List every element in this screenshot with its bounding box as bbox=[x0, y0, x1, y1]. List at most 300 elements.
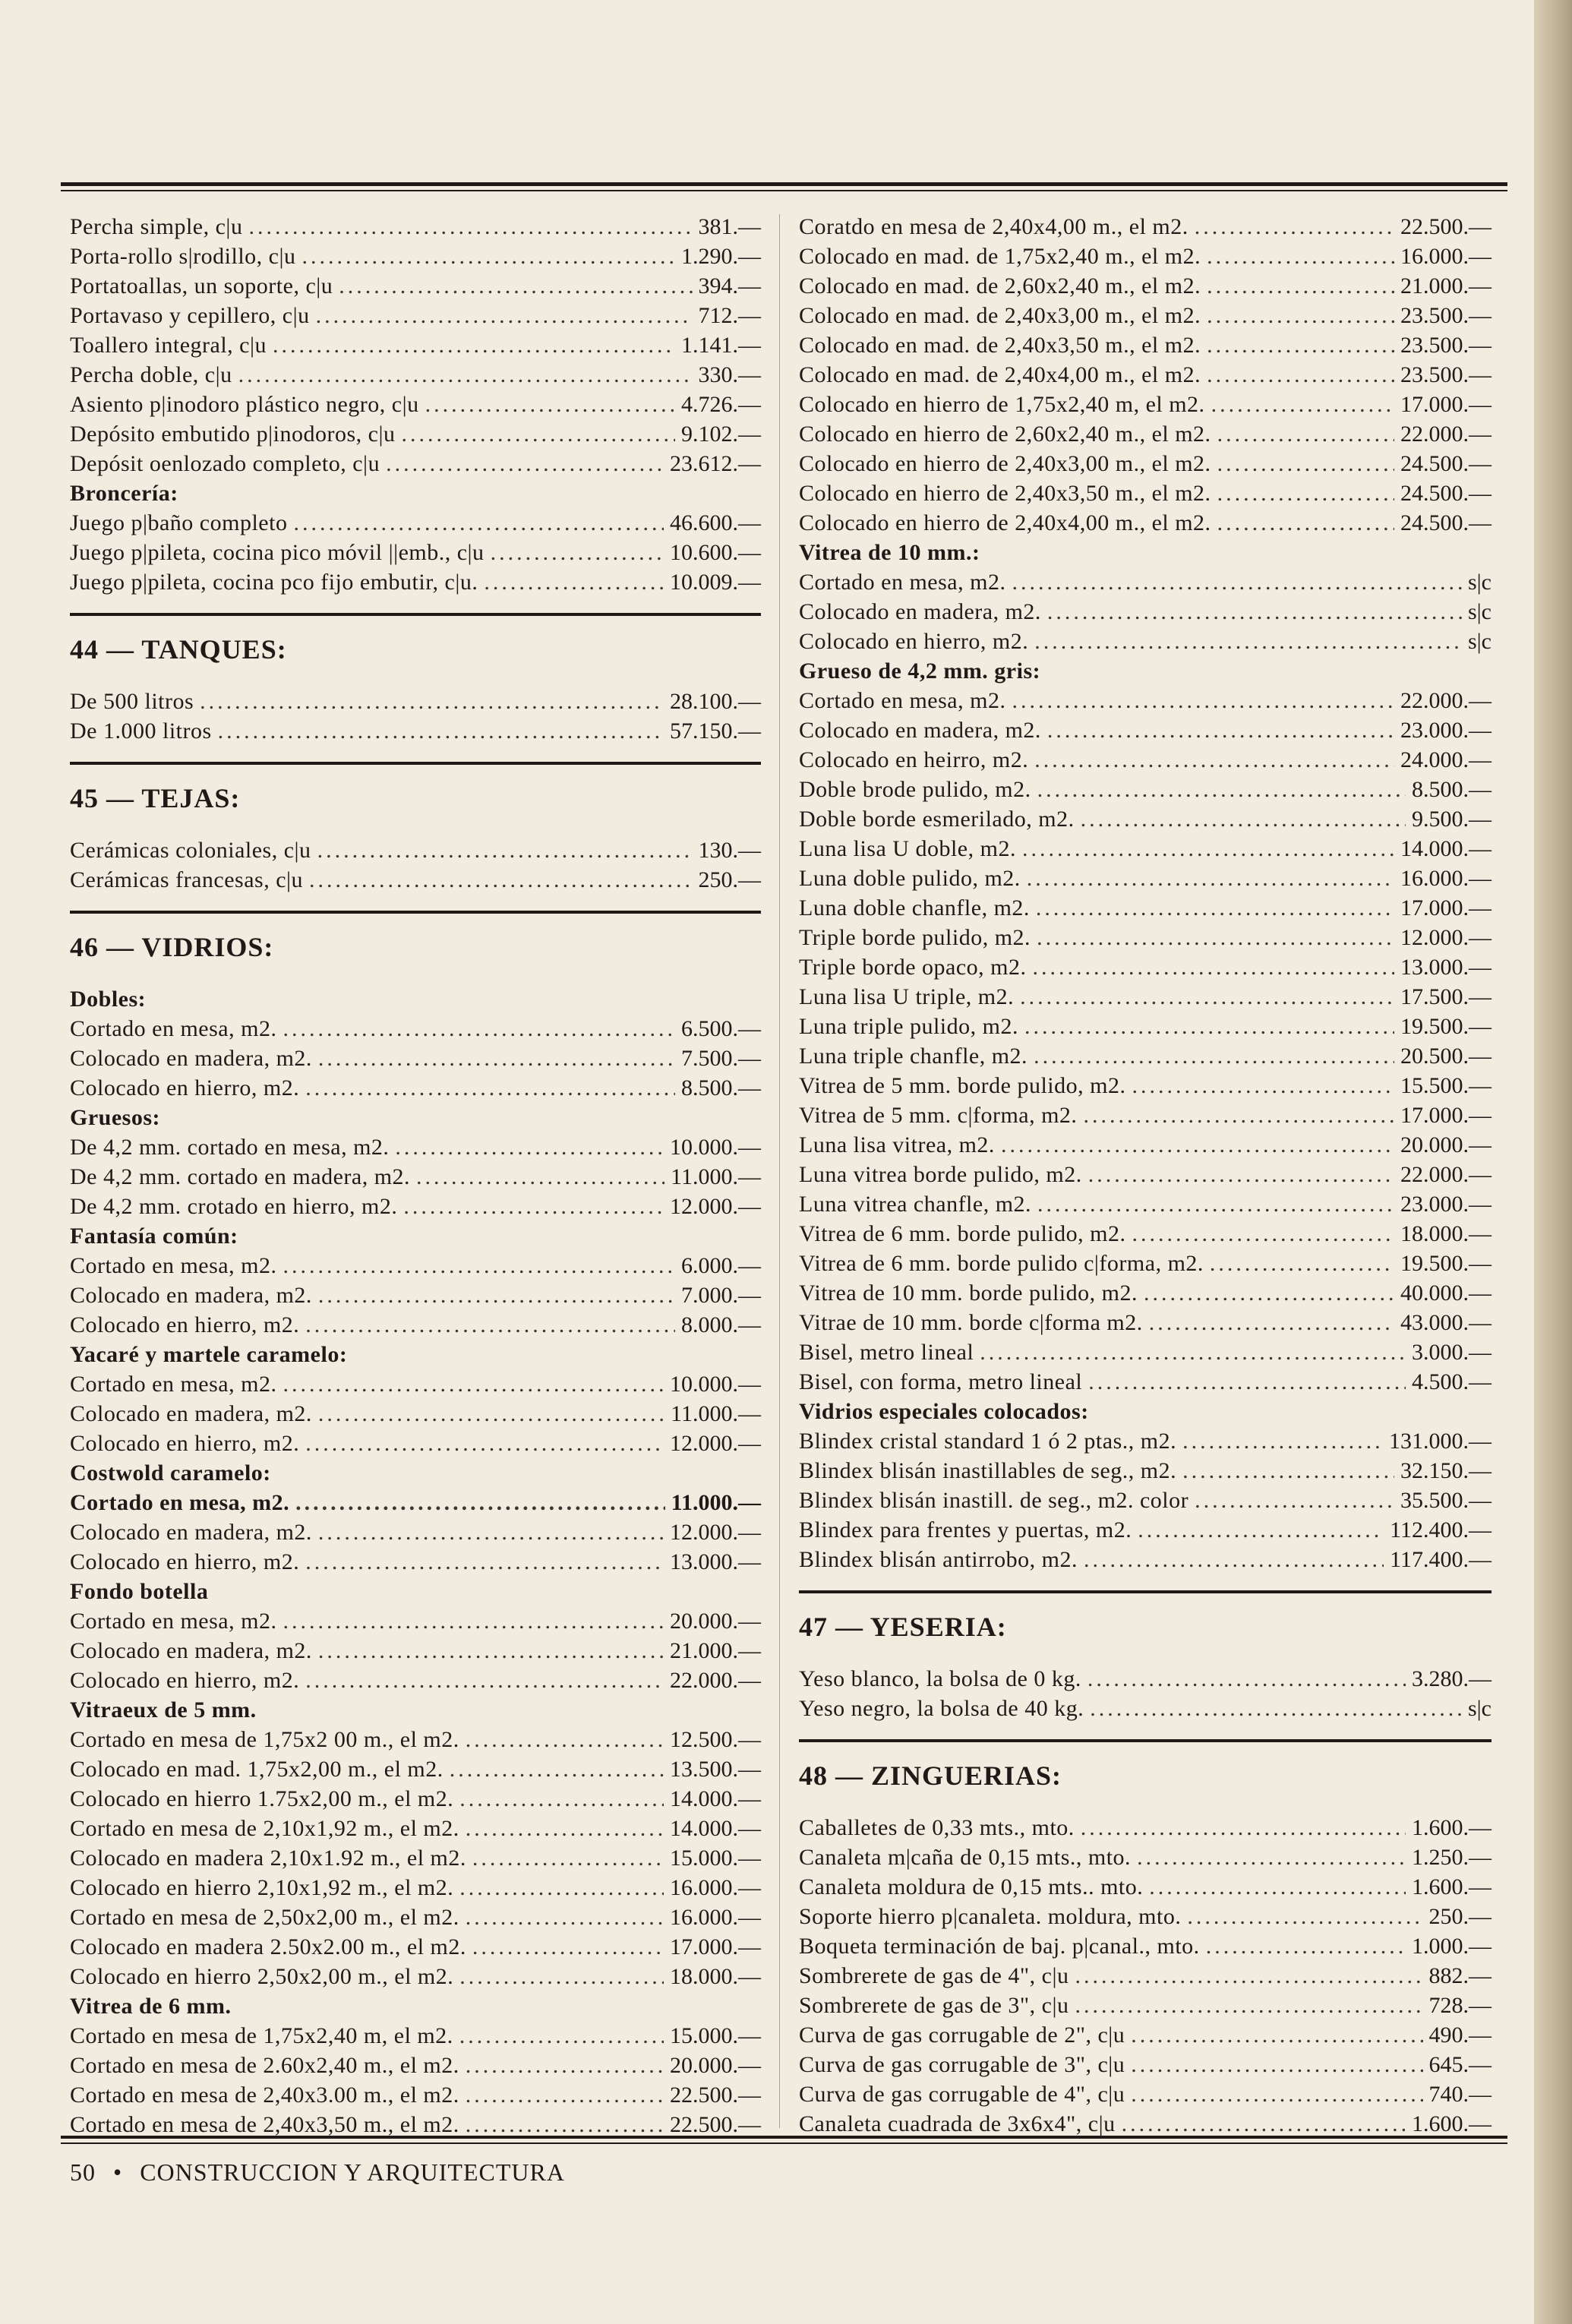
item-label: Cortado en mesa, m2. bbox=[70, 1016, 277, 1041]
item-label: Colocado en hierro 2,10x1,92 m., el m2. bbox=[70, 1875, 454, 1900]
dot-leader bbox=[248, 214, 692, 240]
item-label: De 4,2 mm. crotado en hierro, m2. bbox=[70, 1194, 398, 1219]
item-label: Luna doble pulido, m2. bbox=[799, 866, 1021, 891]
dot-leader bbox=[403, 1194, 664, 1220]
dot-leader bbox=[305, 1668, 664, 1694]
dot-leader bbox=[318, 1046, 675, 1072]
dot-leader bbox=[1081, 1815, 1406, 1841]
item-label: Vitrea de 5 mm. borde pulido, m2. bbox=[799, 1073, 1126, 1098]
dot-leader bbox=[293, 510, 664, 536]
dot-leader bbox=[416, 1164, 664, 1190]
dot-leader bbox=[1149, 1874, 1406, 1900]
item-price: 22.000.— bbox=[1400, 688, 1492, 713]
item-price: 12.000.— bbox=[670, 1520, 761, 1545]
price-row bbox=[799, 2111, 1492, 2141]
item-label: Curva de gas corrugable de 4", c|u bbox=[799, 2082, 1125, 2107]
dot-leader bbox=[1033, 955, 1394, 980]
item-price: 22.000.— bbox=[1400, 1162, 1492, 1187]
item-label: Colocado en hierro 1.75x2,00 m., el m2. bbox=[70, 1786, 454, 1811]
section-rule bbox=[799, 1739, 1492, 1742]
price-row bbox=[799, 451, 1492, 481]
price-row bbox=[799, 1666, 1492, 1696]
price-row bbox=[70, 1312, 761, 1342]
dot-leader bbox=[1207, 244, 1394, 270]
item-label: Vitrea de 6 mm. borde pulido c|forma, m2. bbox=[799, 1251, 1204, 1276]
item-price: s|c bbox=[1468, 629, 1492, 654]
dot-leader bbox=[1131, 2022, 1422, 2048]
dot-leader bbox=[305, 1312, 675, 1338]
dot-leader bbox=[316, 303, 693, 329]
item-price: 12.500.— bbox=[670, 1727, 761, 1752]
item-label: Portatoallas, un soporte, c|u bbox=[70, 273, 333, 298]
price-row bbox=[799, 1429, 1492, 1458]
item-price: 17.500.— bbox=[1400, 984, 1492, 1009]
item-price: 9.102.— bbox=[681, 422, 761, 447]
price-row bbox=[70, 1135, 761, 1164]
item-label: Sombrerete de gas de 4", c|u bbox=[799, 1963, 1069, 1988]
dot-leader bbox=[450, 1757, 664, 1782]
item-price: 8.500.— bbox=[1412, 777, 1492, 802]
item-label: Luna vitrea chanfle, m2. bbox=[799, 1192, 1032, 1217]
item-label: Cortado en mesa, m2. bbox=[70, 1490, 290, 1515]
price-row bbox=[70, 392, 761, 422]
item-price: 1.600.— bbox=[1412, 1815, 1492, 1840]
item-label: Vitrae de 10 mm. borde c|forma m2. bbox=[799, 1310, 1143, 1335]
item-label: Colocado en hierro de 1,75x2,40 m, el m2. bbox=[799, 392, 1205, 417]
dot-leader bbox=[295, 1490, 665, 1516]
item-label: De 4,2 mm. cortado en madera, m2. bbox=[70, 1164, 411, 1189]
item-price: 645.— bbox=[1428, 2052, 1492, 2077]
dot-leader bbox=[459, 1875, 664, 1901]
dot-leader bbox=[283, 1372, 664, 1397]
price-row bbox=[799, 718, 1492, 747]
item-price: 23.500.— bbox=[1400, 333, 1492, 358]
price-row bbox=[70, 1668, 761, 1697]
item-label: Bisel, con forma, metro lineal bbox=[799, 1369, 1083, 1394]
price-row bbox=[70, 2053, 761, 2082]
section-rule bbox=[70, 762, 761, 765]
price-row bbox=[799, 273, 1492, 303]
price-row bbox=[799, 1904, 1492, 1934]
item-price: 394.— bbox=[698, 273, 761, 298]
price-row bbox=[70, 1549, 761, 1579]
item-label: Luna triple chanfle, m2. bbox=[799, 1044, 1028, 1069]
item-label: Colocado en hierro, m2. bbox=[70, 1075, 300, 1100]
subheading: Gruesos: bbox=[70, 1105, 160, 1130]
subheading: Dobles: bbox=[70, 987, 147, 1012]
item-price: 10.000.— bbox=[670, 1372, 761, 1397]
item-label: Colocado en heirro, m2. bbox=[799, 747, 1029, 772]
subheading: Broncería: bbox=[70, 481, 178, 506]
item-price: 490.— bbox=[1428, 2022, 1492, 2048]
dot-leader bbox=[491, 540, 664, 566]
section-heading: 46 — VIDRIOS: bbox=[70, 932, 274, 962]
item-label: Yeso blanco, la bolsa de 0 kg. bbox=[799, 1666, 1081, 1691]
item-label: Boqueta terminación de baj. p|canal., mto. bbox=[799, 1934, 1200, 1959]
item-label: Colocado en madera, m2. bbox=[70, 1638, 312, 1663]
price-row bbox=[799, 1547, 1492, 1577]
item-price: 17.000.— bbox=[1400, 895, 1492, 920]
item-label: Juego p|pileta, cocina pco fijo embutir, c|u. bbox=[70, 570, 478, 595]
item-label: Vitrea de 6 mm. borde pulido, m2. bbox=[799, 1221, 1126, 1246]
item-label: Depósito embutido p|inodoros, c|u bbox=[70, 422, 396, 447]
item-label: Colocado en mad. de 2,40x3,00 m., el m2. bbox=[799, 303, 1201, 328]
item-price: 40.000.— bbox=[1400, 1280, 1492, 1306]
item-label: Cortado en mesa, m2. bbox=[799, 570, 1006, 595]
dot-leader bbox=[484, 570, 664, 595]
item-label: Coratdo en mesa de 2,40x4,00 m., el m2. bbox=[799, 214, 1188, 239]
subheading: Costwold caramelo: bbox=[70, 1460, 271, 1486]
item-price: 57.150.— bbox=[670, 718, 761, 744]
price-row bbox=[70, 718, 761, 748]
item-price: 7.500.— bbox=[681, 1046, 761, 1071]
item-price: 13.000.— bbox=[670, 1549, 761, 1574]
dot-leader bbox=[466, 1727, 664, 1753]
item-price: 112.400.— bbox=[1390, 1517, 1492, 1542]
price-row bbox=[70, 540, 761, 570]
subheading: Fondo botella bbox=[70, 1579, 209, 1604]
dot-leader bbox=[459, 1786, 664, 1812]
item-label: Luna triple pulido, m2. bbox=[799, 1014, 1018, 1039]
item-price: 16.000.— bbox=[1400, 244, 1492, 269]
item-price: 22.000.— bbox=[670, 1668, 761, 1693]
price-row bbox=[70, 1016, 761, 1046]
item-price: 19.500.— bbox=[1400, 1014, 1492, 1039]
item-label: De 4,2 mm. cortado en mesa, m2. bbox=[70, 1135, 390, 1160]
dot-leader bbox=[1131, 2052, 1422, 2078]
dot-leader bbox=[1034, 747, 1394, 773]
dot-leader bbox=[305, 1549, 664, 1575]
dot-leader bbox=[1195, 214, 1394, 240]
item-label: Caballetes de 0,33 mts., mto. bbox=[799, 1815, 1075, 1840]
item-label: De 1.000 litros bbox=[70, 718, 212, 744]
dot-leader bbox=[318, 1283, 675, 1309]
price-row bbox=[70, 1490, 761, 1520]
dot-leader bbox=[283, 1253, 675, 1279]
dot-leader bbox=[1075, 1963, 1422, 1989]
dot-leader bbox=[466, 1905, 664, 1931]
item-price: 728.— bbox=[1428, 1993, 1492, 2018]
item-label: Colocado en madera, m2. bbox=[70, 1401, 312, 1426]
price-row bbox=[70, 1253, 761, 1283]
item-price: 23.000.— bbox=[1400, 1192, 1492, 1217]
section-heading: 44 — TANQUES: bbox=[70, 634, 287, 665]
dot-leader bbox=[1217, 451, 1394, 477]
item-price: 3.000.— bbox=[1412, 1340, 1492, 1365]
item-label: De 500 litros bbox=[70, 689, 194, 714]
item-price: 22.500.— bbox=[670, 2082, 761, 2108]
item-price: 4.726.— bbox=[681, 392, 761, 417]
item-label: Percha doble, c|u bbox=[70, 362, 232, 387]
item-price: 35.500.— bbox=[1400, 1488, 1492, 1513]
item-label: Cortado en mesa de 2,40x3,50 m., el m2. bbox=[70, 2112, 459, 2137]
price-row bbox=[70, 1194, 761, 1224]
item-price: 14.000.— bbox=[670, 1786, 761, 1811]
item-price: 24.500.— bbox=[1400, 451, 1492, 476]
item-label: Canaleta cuadrada de 3x6x4", c|u bbox=[799, 2111, 1116, 2136]
dot-leader bbox=[1037, 925, 1394, 951]
item-price: 46.600.— bbox=[670, 510, 761, 535]
item-label: Porta-rollo s|rodillo, c|u bbox=[70, 244, 296, 269]
dot-leader bbox=[980, 1340, 1406, 1366]
item-price: 15.000.— bbox=[670, 1846, 761, 1871]
dot-leader bbox=[273, 333, 675, 358]
item-price: 20.000.— bbox=[670, 2053, 761, 2078]
dot-leader bbox=[1132, 1073, 1394, 1099]
item-price: 43.000.— bbox=[1400, 1310, 1492, 1335]
price-row bbox=[70, 1075, 761, 1105]
item-label: Luna lisa U triple, m2. bbox=[799, 984, 1015, 1009]
price-row bbox=[70, 1372, 761, 1401]
price-row bbox=[70, 1757, 761, 1786]
price-row bbox=[799, 1073, 1492, 1103]
item-price: 882.— bbox=[1428, 1963, 1492, 1988]
item-price: 19.500.— bbox=[1400, 1251, 1492, 1276]
item-label: Colocado en madera, m2. bbox=[70, 1520, 312, 1545]
price-column-left bbox=[70, 214, 761, 2142]
item-price: 11.000.— bbox=[671, 1164, 761, 1189]
item-label: Asiento p|inodoro plástico negro, c|u bbox=[70, 392, 419, 417]
item-label: Colocado en hierro de 2,60x2,40 m., el m2. bbox=[799, 422, 1211, 447]
subheading: Vitraeux de 5 mm. bbox=[70, 1697, 257, 1722]
dot-leader bbox=[318, 1401, 664, 1427]
item-price: 712.— bbox=[698, 303, 761, 328]
dot-leader bbox=[318, 1638, 664, 1664]
price-row bbox=[799, 1280, 1492, 1310]
dot-leader bbox=[1182, 1429, 1383, 1454]
price-row bbox=[799, 895, 1492, 925]
item-label: Luna vitrea borde pulido, m2. bbox=[799, 1162, 1082, 1187]
item-label: Cortado en mesa, m2. bbox=[70, 1253, 277, 1278]
dot-leader bbox=[283, 1609, 664, 1634]
dot-leader bbox=[1037, 777, 1406, 803]
item-label: Cortado en mesa de 2,50x2,00 m., el m2. bbox=[70, 1905, 459, 1930]
price-row bbox=[799, 777, 1492, 807]
subheading: Yacaré y martele caramelo: bbox=[70, 1342, 348, 1367]
dot-leader bbox=[1022, 836, 1394, 862]
item-price: 1.141.— bbox=[681, 333, 761, 358]
price-row bbox=[799, 570, 1492, 599]
dot-leader bbox=[401, 422, 675, 447]
price-row bbox=[799, 2022, 1492, 2052]
item-label: Vitrea de 5 mm. c|forma, m2. bbox=[799, 1103, 1078, 1128]
item-price: 22.500.— bbox=[1400, 214, 1492, 239]
dot-leader bbox=[339, 273, 692, 299]
item-price: 250.— bbox=[1428, 1904, 1492, 1929]
price-row bbox=[70, 2082, 761, 2112]
item-label: Cortado en mesa de 1,75x2 00 m., el m2. bbox=[70, 1727, 459, 1752]
dot-leader bbox=[1081, 807, 1406, 832]
item-price: 1.000.— bbox=[1412, 1934, 1492, 1959]
price-row bbox=[70, 2112, 761, 2142]
item-label: Luna lisa vitrea, m2. bbox=[799, 1132, 995, 1157]
price-row bbox=[799, 1340, 1492, 1369]
item-price: 12.000.— bbox=[1400, 925, 1492, 950]
item-label: Colocado en hierro, m2. bbox=[70, 1668, 300, 1693]
price-row bbox=[70, 1875, 761, 1905]
item-price: 1.600.— bbox=[1412, 2111, 1492, 2136]
item-label: Colocado en madera, m2. bbox=[70, 1283, 312, 1308]
bottom-rule-thin bbox=[61, 2142, 1507, 2144]
item-label: Colocado en madera, m2. bbox=[799, 599, 1041, 624]
price-row bbox=[799, 629, 1492, 658]
item-price: 381.— bbox=[698, 214, 761, 239]
item-price: 17.000.— bbox=[1400, 392, 1492, 417]
item-price: 22.500.— bbox=[670, 2112, 761, 2137]
item-price: 6.500.— bbox=[681, 1016, 761, 1041]
item-label: Cortado en mesa, m2. bbox=[70, 1372, 277, 1397]
price-row bbox=[799, 1458, 1492, 1488]
item-price: 23.612.— bbox=[670, 451, 761, 476]
item-label: Colocado en mad. de 2,40x3,50 m., el m2. bbox=[799, 333, 1201, 358]
item-price: 22.000.— bbox=[1400, 422, 1492, 447]
dot-leader bbox=[317, 838, 693, 864]
price-row bbox=[70, 1164, 761, 1194]
price-row bbox=[70, 1846, 761, 1875]
item-label: Portavaso y cepillero, c|u bbox=[70, 303, 310, 328]
item-price: 28.100.— bbox=[670, 689, 761, 714]
dot-leader bbox=[1207, 303, 1394, 329]
dot-leader bbox=[1001, 1132, 1394, 1158]
item-price: 117.400.— bbox=[1390, 1547, 1492, 1572]
item-price: 11.000.— bbox=[671, 1401, 761, 1426]
price-row bbox=[799, 392, 1492, 422]
item-label: Yeso negro, la bolsa de 40 kg. bbox=[799, 1696, 1084, 1721]
section-heading: 45 — TEJAS: bbox=[70, 783, 241, 813]
item-price: 3.280.— bbox=[1412, 1666, 1492, 1691]
dot-leader bbox=[1207, 333, 1394, 358]
top-rule-thin bbox=[61, 190, 1507, 191]
section-rule bbox=[70, 613, 761, 616]
dot-leader bbox=[218, 718, 664, 744]
dot-leader bbox=[425, 392, 675, 418]
dot-leader bbox=[309, 867, 692, 893]
item-price: 330.— bbox=[698, 362, 761, 387]
price-row bbox=[799, 1874, 1492, 1904]
item-price: 17.000.— bbox=[1400, 1103, 1492, 1128]
item-price: 12.000.— bbox=[670, 1194, 761, 1219]
dot-leader bbox=[318, 1520, 664, 1546]
item-price: 17.000.— bbox=[670, 1934, 761, 1959]
item-price: 16.000.— bbox=[670, 1905, 761, 1930]
dot-leader bbox=[466, 2112, 664, 2138]
dot-leader bbox=[1217, 510, 1394, 536]
item-label: Colocado en madera, m2. bbox=[70, 1046, 312, 1071]
dot-leader bbox=[1206, 1934, 1406, 1959]
item-price: 15.000.— bbox=[670, 2023, 761, 2048]
item-price: 16.000.— bbox=[1400, 866, 1492, 891]
dot-leader bbox=[1122, 2111, 1406, 2137]
column-divider bbox=[779, 214, 780, 2128]
item-label: Colocado en mad. de 1,75x2,40 m., el m2. bbox=[799, 244, 1201, 269]
dot-leader bbox=[1047, 718, 1394, 744]
item-label: Sombrerete de gas de 3", c|u bbox=[799, 1993, 1069, 2018]
price-row bbox=[799, 1192, 1492, 1221]
item-price: 18.000.— bbox=[1400, 1221, 1492, 1246]
item-label: Soporte hierro p|canaleta. moldura, mto. bbox=[799, 1904, 1182, 1929]
dot-leader bbox=[1020, 984, 1394, 1010]
item-label: Colocado en mad. de 2,60x2,40 m., el m2. bbox=[799, 273, 1201, 298]
subheading: Vitrea de 10 mm.: bbox=[799, 540, 980, 565]
dot-leader bbox=[1210, 1251, 1394, 1277]
item-label: Blindex para frentes y puertas, m2. bbox=[799, 1517, 1132, 1542]
item-price: s|c bbox=[1468, 1696, 1492, 1721]
item-price: 11.000.— bbox=[671, 1490, 761, 1515]
publication-name: CONSTRUCCION Y ARQUITECTURA bbox=[140, 2158, 565, 2186]
price-row bbox=[70, 867, 761, 897]
price-row bbox=[70, 2023, 761, 2053]
dot-leader bbox=[1083, 1103, 1394, 1129]
dot-leader bbox=[1207, 273, 1394, 299]
item-label: Colocado en hierro, m2. bbox=[799, 629, 1029, 654]
dot-leader bbox=[395, 1135, 664, 1160]
price-row bbox=[799, 333, 1492, 362]
item-label: Cortado en mesa de 2,40x3.00 m., el m2. bbox=[70, 2082, 459, 2108]
dot-leader bbox=[466, 2053, 664, 2079]
item-label: Curva de gas corrugable de 2", c|u bbox=[799, 2022, 1125, 2048]
dot-leader bbox=[238, 362, 693, 388]
item-label: Curva de gas corrugable de 3", c|u bbox=[799, 2052, 1125, 2077]
price-row bbox=[70, 1727, 761, 1757]
page-number: 50 bbox=[70, 2158, 96, 2186]
dot-leader bbox=[472, 1846, 664, 1871]
price-row bbox=[70, 689, 761, 718]
item-label: Cortado en mesa de 1,75x2,40 m, el m2. bbox=[70, 2023, 453, 2048]
dot-leader bbox=[1027, 866, 1394, 892]
price-row bbox=[70, 422, 761, 451]
section-heading: 48 — ZINGUERIAS: bbox=[799, 1760, 1062, 1791]
dot-leader bbox=[466, 1816, 664, 1842]
price-row bbox=[799, 925, 1492, 955]
price-row bbox=[799, 984, 1492, 1014]
item-label: Colocado en hierro, m2. bbox=[70, 1549, 300, 1574]
item-label: Luna doble chanfle, m2. bbox=[799, 895, 1030, 920]
item-price: 14.000.— bbox=[1400, 836, 1492, 861]
item-label: Triple borde opaco, m2. bbox=[799, 955, 1027, 980]
item-label: Colocado en mad. de 2,40x4,00 m., el m2. bbox=[799, 362, 1201, 387]
dot-leader bbox=[1037, 1192, 1394, 1217]
price-row bbox=[799, 1845, 1492, 1874]
dot-leader bbox=[472, 1934, 664, 1960]
price-row bbox=[799, 2052, 1492, 2082]
price-row bbox=[70, 838, 761, 867]
item-price: 20.000.— bbox=[1400, 1132, 1492, 1157]
dot-leader bbox=[459, 1964, 664, 1990]
price-row bbox=[799, 688, 1492, 718]
dot-leader bbox=[1036, 895, 1394, 921]
item-label: Bisel, metro lineal bbox=[799, 1340, 974, 1365]
price-row bbox=[70, 244, 761, 273]
section-rule bbox=[70, 911, 761, 914]
dot-leader bbox=[1012, 570, 1462, 595]
price-row bbox=[70, 1964, 761, 1994]
item-price: 4.500.— bbox=[1412, 1369, 1492, 1394]
price-row bbox=[70, 1609, 761, 1638]
item-label: Colocado en hierro, m2. bbox=[70, 1431, 300, 1456]
item-price: 8.000.— bbox=[681, 1312, 761, 1337]
item-label: Juego p|baño completo bbox=[70, 510, 288, 535]
item-label: Vitrea de 10 mm. borde pulido, m2. bbox=[799, 1280, 1138, 1306]
dot-leader bbox=[305, 1075, 675, 1101]
price-row bbox=[70, 303, 761, 333]
price-row bbox=[799, 422, 1492, 451]
footer-bullet: • bbox=[113, 2158, 123, 2186]
dot-leader bbox=[466, 2082, 664, 2108]
item-label: Doble borde esmerilado, m2. bbox=[799, 807, 1075, 832]
price-row bbox=[799, 303, 1492, 333]
dot-leader bbox=[1088, 1369, 1406, 1395]
price-row bbox=[799, 1517, 1492, 1547]
